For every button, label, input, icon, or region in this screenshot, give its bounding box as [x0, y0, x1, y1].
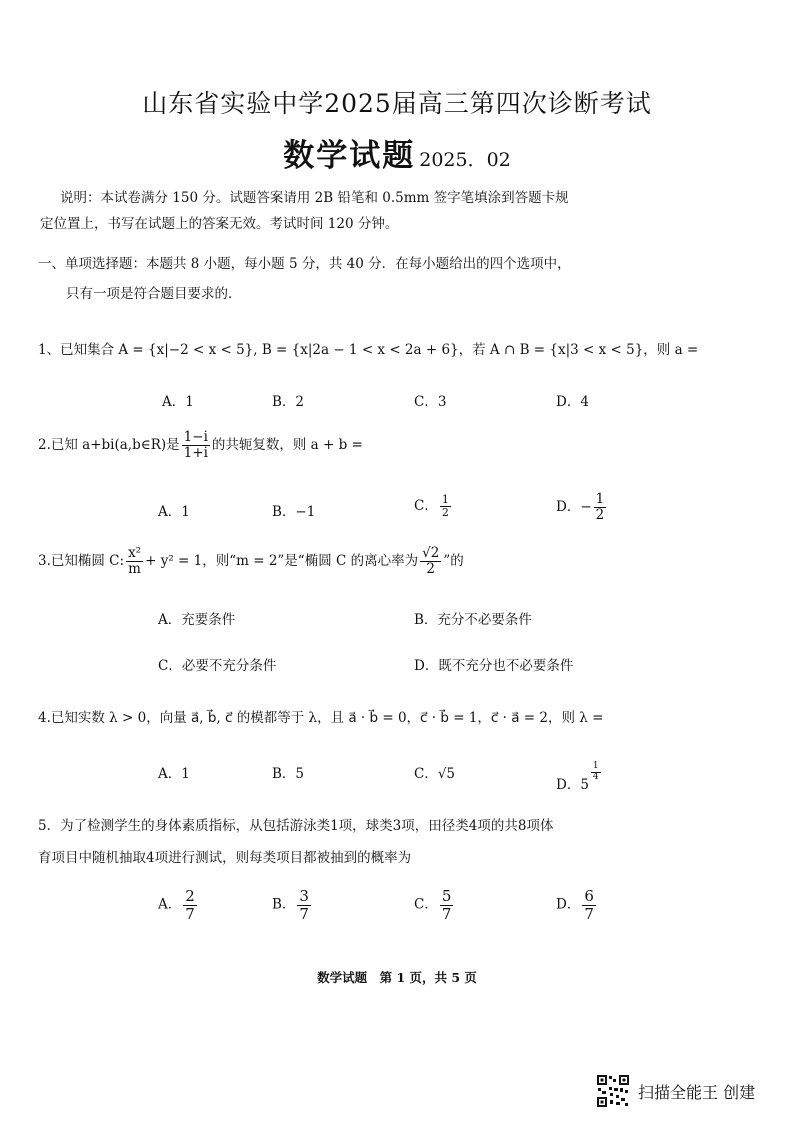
question-4-option-c: C．√5 — [414, 766, 456, 782]
question-1-option-c: C．3 — [414, 394, 447, 410]
question-2-stem-pre: 2.已知 a+bi(a,b∈R)是 — [38, 436, 180, 453]
option-c-label: C． — [414, 498, 438, 515]
question-1-option-b: B．2 — [272, 394, 305, 410]
option-c-fraction — [440, 494, 451, 519]
question-5-option-d — [556, 888, 598, 922]
question-5-option-c — [414, 888, 455, 922]
question-3-option-b: B．充分不必要条件 — [414, 612, 532, 628]
page-footer: 数学试题 第 1 页，共 5 页 — [317, 970, 477, 985]
fraction-denominator: 1+i — [183, 444, 208, 461]
question-2-fraction — [182, 430, 210, 461]
fraction-denominator: 7 — [185, 904, 195, 923]
question-3-stem — [38, 546, 464, 577]
fraction-denominator: m — [128, 560, 141, 577]
question-5-option-b — [272, 888, 313, 922]
qr-code-icon — [596, 1074, 630, 1108]
question-4-option-b: B．5 — [272, 766, 305, 782]
option-d-base: D．5 — [556, 776, 589, 793]
option-d-label: D．− — [556, 498, 592, 515]
fraction-denominator: 4 — [592, 771, 599, 782]
instructions-line-2: 定位置上，书写在试题上的答案无效。考试时间 120 分钟。 — [40, 216, 399, 232]
question-3-fraction-2 — [420, 546, 441, 577]
question-3-stem-mid: + y² = 1，则“m = 2”是“椭圆 C 的离心率为 — [145, 552, 419, 569]
fraction-numerator: 6 — [584, 887, 594, 905]
option-c-label: C． — [414, 896, 438, 913]
fraction-denominator: 7 — [299, 904, 309, 923]
fraction-numerator: 1−i — [183, 429, 208, 445]
fraction-numerator: 1 — [441, 493, 449, 506]
question-5-line-1: 5．为了检测学生的身体素质指标，从包括游泳类1项，球类3项，田径类4项的共8项体 — [38, 818, 554, 834]
subject-title: 数学试题 — [283, 138, 416, 174]
question-3-stem-post: ”的 — [443, 552, 464, 569]
section-heading-line-2: 只有一项是符合题目要求的． — [66, 286, 242, 302]
page-title — [0, 130, 794, 175]
fraction-denominator: 7 — [441, 904, 452, 923]
fraction-denominator: 7 — [584, 904, 594, 923]
fraction-numerator: √2 — [422, 545, 440, 561]
exam-header: 山东省实验中学2025届高三第四次诊断考试 — [142, 89, 652, 118]
question-4-stem: 4.已知实数 λ > 0，向量 a⃗, b⃗, c⃗ 的模都等于 λ，且 a⃗ · b⃗ = 0，c⃗ · b⃗ = 1，c⃗ · a⃗ = 2，则 λ = — [38, 710, 604, 726]
question-4-option-d — [556, 762, 603, 793]
question-2-option-c — [414, 494, 453, 519]
fraction-denominator: 2 — [441, 506, 449, 520]
fraction-numerator: 1 — [592, 761, 599, 771]
fraction-numerator: x² — [128, 545, 142, 561]
question-2-option-a: A．1 — [158, 504, 190, 520]
question-1-option-d: D．4 — [556, 394, 589, 410]
instructions-line-1: 说明：本试卷满分 150 分。试题答案请用 2B 铅笔和 0.5mm 签字笔填涂到答题卡规 — [60, 190, 569, 206]
question-3-fraction-1 — [126, 546, 143, 577]
option-a-label: A． — [158, 896, 182, 913]
section-heading-line-1: 一、单项选择题：本题共 8 小题，每小题 5 分，共 40 分．在每小题给出的四个选项中， — [38, 256, 571, 272]
question-5-line-2: 育项目中随机抽取4项进行测试，则每类项目都被抽到的概率为 — [38, 850, 412, 866]
question-4-option-a: A．1 — [158, 766, 190, 782]
option-d-fraction — [594, 492, 607, 523]
question-2-stem — [38, 430, 363, 461]
question-2-stem-post: 的共轭复数，则 a + b = — [211, 436, 363, 453]
fraction-numerator: 2 — [185, 887, 195, 905]
question-3-option-c: C．必要不充分条件 — [158, 658, 277, 674]
exam-date: 2025．02 — [419, 149, 511, 171]
fraction-denominator: 2 — [595, 506, 605, 523]
question-5-option-a — [158, 888, 199, 922]
option-b-fraction — [297, 888, 311, 922]
option-b-label: B． — [272, 896, 296, 913]
fraction-numerator: 5 — [441, 887, 452, 905]
fraction-numerator: 1 — [595, 491, 605, 507]
question-3-option-a: A．充要条件 — [158, 612, 236, 628]
option-d-fraction — [582, 888, 596, 922]
fraction-denominator: 2 — [426, 560, 436, 577]
option-c-fraction — [440, 888, 454, 922]
question-1-option-a: A．1 — [162, 394, 194, 410]
question-3-stem-pre: 3.已知椭圆 C: — [38, 552, 125, 569]
question-3-option-d: D．既不充分也不必要条件 — [414, 658, 574, 674]
option-d-label: D． — [556, 896, 581, 913]
fraction-numerator: 3 — [299, 887, 309, 905]
option-d-exponent — [591, 762, 601, 783]
scanner-watermark-text: 扫描全能王 创建 — [638, 1083, 756, 1102]
option-a-fraction — [183, 888, 197, 922]
question-1-stem: 1、已知集合 A = {x|−2 < x < 5}, B = {x|2a − 1 < x < 2a + 6}，若 A ∩ B = {x|3 < x < 5}，则 a = — [38, 342, 699, 358]
question-2-option-b: B．−1 — [272, 504, 316, 520]
question-2-option-d — [556, 492, 608, 523]
